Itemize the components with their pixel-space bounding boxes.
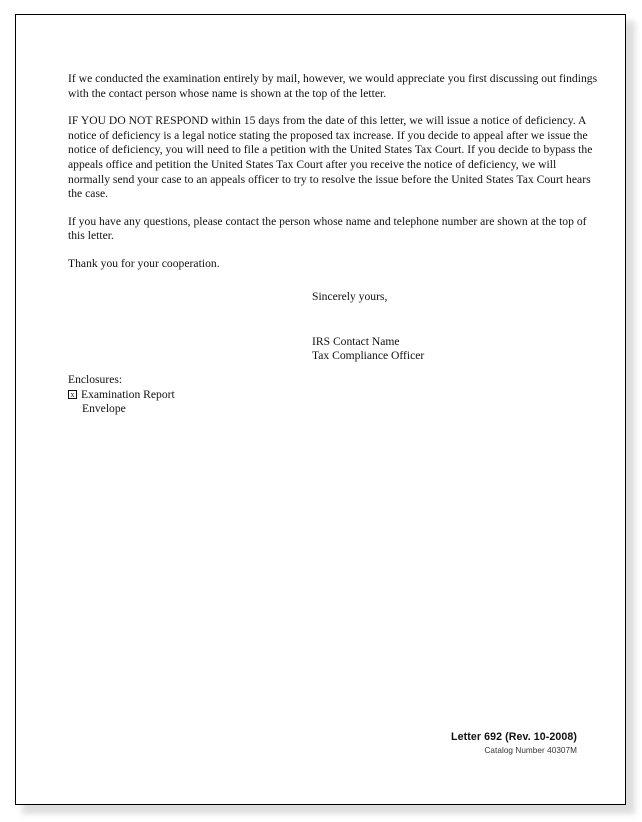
signature-block — [312, 290, 602, 364]
letter-body — [68, 72, 598, 285]
enclosures-heading: Enclosures: — [68, 373, 123, 386]
signer-title: Tax Compliance Officer — [312, 349, 425, 363]
signature-space — [312, 305, 602, 335]
enclosure-item-envelope — [68, 402, 368, 417]
footer-catalog-number: Catalog Number 40307M — [484, 746, 577, 755]
paragraph-2: IF YOU DO NOT RESPOND within 15 days from the date of this letter, we will issue a notice of deficiency. A notice of deficiency is a legal notice stating the proposed tax increase. If you decide to appeal after we issue the notice of deficiency, you will need to file a petition with the United States Tax Court. If you decide to bypass the appeals office and petition the United States Tax Court after you receive the notice of deficiency, we will normally send your case to an appeals officer to try to resolve the issue before the United States Tax Court hears the case. — [68, 114, 593, 201]
footer-block — [451, 731, 577, 756]
signer-name: IRS Contact Name — [312, 334, 400, 348]
paragraph-4: Thank you for your cooperation. — [68, 256, 220, 270]
enclosure-label-examination-report: Examination Report — [81, 387, 175, 401]
document-page — [15, 14, 626, 805]
enclosures-block — [68, 373, 368, 417]
enclosure-label-envelope: Envelope — [82, 402, 126, 416]
signature-closing: Sincerely yours, — [312, 290, 388, 303]
paragraph-1: If we conducted the examination entirely by mail, however, we would appreciate you first discussing out findings with the contact person whose name is shown at the top of the letter. — [68, 72, 598, 100]
checkbox-checked-icon[interactable]: x — [68, 390, 77, 399]
enclosure-item-examination-report — [68, 388, 368, 403]
footer-form-number: Letter 692 (Rev. 10-2008) — [451, 731, 577, 743]
paragraph-3: If you have any questions, please contact the person whose name and telephone number are shown at the top of this letter. — [68, 214, 587, 243]
